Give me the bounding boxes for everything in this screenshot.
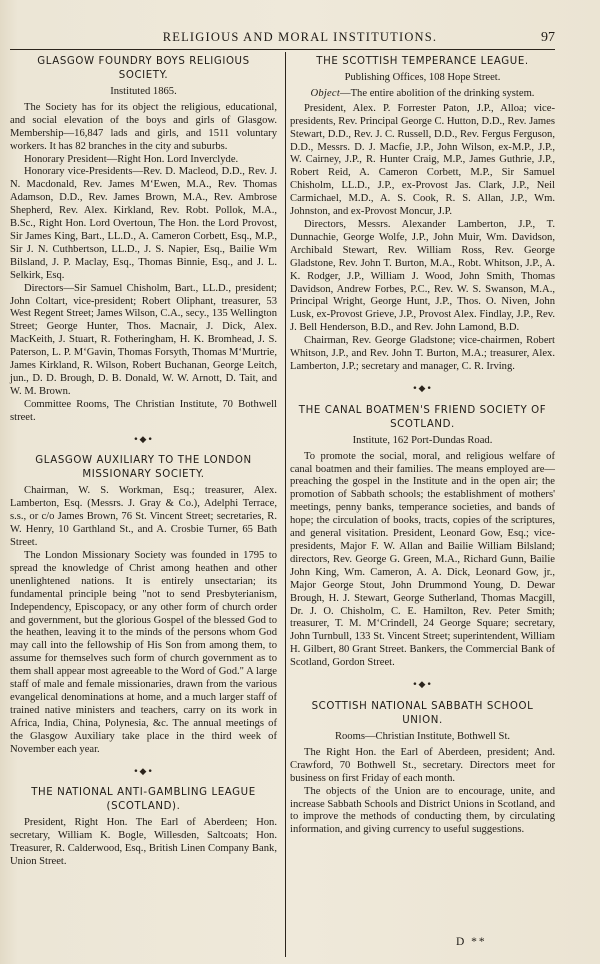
offices-line: Publishing Offices, 108 Hope Street. bbox=[344, 72, 501, 83]
paragraph: The Society has for its object the religious, educational, and social elevation of the boys and girls of Glasgow. Membership—16,847 lads and girls, and 1511 voluntary workers. It has 82 branches in the city and suburbs. bbox=[10, 101, 277, 152]
section-glasgow-foundry-boys bbox=[10, 55, 277, 425]
paragraph: Chairman, Rev. George Gladstone; vice-chairmen, Robert Whitson, J.P., and Rev. John T. Burton, M.A.; treasurer, Alex. Lamberton, J.P.; secretary and manager, C. R. Irving. bbox=[290, 335, 555, 372]
instituted-line: Instituted 1865. bbox=[110, 86, 177, 97]
paragraph: The objects of the Union are to encourage, unite, and increase Sabbath Schools and District Unions in Scotland, and to improve the methods of conducting them, by circulating information, and giving currency to useful suggestions. bbox=[290, 785, 555, 836]
section-ornament: •◆• bbox=[412, 680, 433, 691]
rooms-line: Rooms—Christian Institute, Bothwell St. bbox=[334, 730, 511, 742]
running-head: RELIGIOUS AND MORAL INSTITUTIONS. bbox=[162, 30, 438, 44]
paragraph: To promote the social, moral, and religious welfare of canal boatmen and their families. The means employed are—preaching the gospel in the Institute and in the open air; the promotion of Sabbath schools; the establishment of mothers' meetings, penny banks, temperance societies, and bands of hope; the circulation of books, tracts, copies of the scriptures, and general visitation. President, Leonard Gow, Esq.; vice-presidents, Major F. W. Allan and Bailie William Bilsland; directors, Rev. George G. Green, M.A., Richard Gunn, Bailie John King, Wm. Cameron, A. A. Dick, Leonard Gow, jr., Major George Stout, John Drummond Young, D. Dewar Brough, H. J. Stewart, George Sutherland, Thomas Macgill, Dr. J. O. Chisholm, C. E. Hamilton, Rev. Peter Smith; treasurer, T. M. M‘Crindell, 24 George Square; secretary, John Turnbull, 133 St. Vincent Street; superintendent, William H. Gilbert, 80 Grant Street. Bankers, the Commercial Bank of Scotland, Gordon Street. bbox=[290, 450, 555, 669]
section-ornament: •◆• bbox=[133, 766, 154, 777]
section-title: THE SCOTTISH TEMPERANCE LEAGUE. bbox=[316, 56, 529, 67]
section-ornament: •◆• bbox=[412, 383, 433, 394]
section-scottish-temperance-league bbox=[290, 55, 555, 374]
section-title: SCOTTISH NATIONAL SABBATH SCHOOL UNION. bbox=[311, 700, 534, 726]
section-title: THE CANAL BOATMEN'S FRIEND SOCIETY OF SCOTLAND. bbox=[298, 404, 547, 430]
section-anti-gambling-league bbox=[10, 786, 277, 869]
paragraph: The Right Hon. the Earl of Aberdeen, president; And. Crawford, 70 Bothwell St., secretary. Directors meet for business on first Friday of each month. bbox=[290, 746, 555, 784]
paragraph: Chairman, W. S. Workman, Esq.; treasurer, Alex. Lamberton, Esq. (Messrs. J. Gray & Co.), Adelphi Terrace, s.s., or c/o James Brown, 76 St. Vincent Street; secretaries, R. W. Henry, 10 Garthland St., and A. Crosbie Turner, 65 Bath Street. bbox=[10, 485, 277, 549]
section-ornament: •◆• bbox=[133, 434, 154, 445]
section-canal-boatmens-friend bbox=[290, 404, 555, 670]
section-london-missionary-auxiliary bbox=[10, 454, 277, 756]
left-column bbox=[10, 52, 277, 869]
paragraph: President, Right Hon. The Earl of Aberdeen; Hon. secretary, William K. Bogle, Willesden, Saltcoats; Hon. Treasurer, R. Calderwood, Esq., British Linen Company Bank, Union Street. bbox=[10, 817, 277, 868]
header-rule bbox=[10, 49, 555, 50]
column-divider bbox=[285, 52, 286, 957]
object-line bbox=[290, 88, 555, 101]
signature-mark: D ** bbox=[456, 936, 487, 948]
page-number: 97 bbox=[541, 30, 555, 45]
paragraph: Honorary vice-Presidents—Rev. D. Macleod, D.D., Rev. J. N. Macdonald, Rev. James M‘Ewen, M.A., Rev. Thomas Adamson, D.D., Rev. James Brown, M.A., Rev. Ambrose Shepherd, Rev. Alex. Kirkland, Rev. Robt. Pollok, M.A., B.Sc., Right Hon. Lord Overtoun, The Hon. the Lord Provost, Sir James King, Bart., LL.D., A. Cameron Corbett, Esq., M.P., Sir J. N. Cuthbertson, LL.D., J. S. Napier, Esq., Bailie Wm Bilsland, J. P. Maclay, Esq., Thomas Binnie, Esq., and J. L. Selkirk, Esq. bbox=[10, 166, 277, 281]
section-title: THE NATIONAL ANTI-GAMBLING LEAGUE (SCOTLAND). bbox=[31, 787, 256, 813]
object-text: —The entire abolition of the drinking system. bbox=[339, 87, 535, 99]
section-title: GLASGOW FOUNDRY BOYS RELIGIOUS SOCIETY. bbox=[37, 56, 250, 81]
paragraph: Directors—Sir Samuel Chisholm, Bart., LL.D., president; John Coltart, vice-president; Robert Oliphant, treasurer, 53 West Regent Street; James Wilson, C.A., secy., 135 Wellington Street; George Hunter, Thos. Macnair, J. Dick, Alex. MacKeith, J. Stuart, R. Fotheringham, H. K. Bromhead, J. S. Paterson, L. P. M‘Gavin, Thomas Forsyth, Thomas M‘Murtrie, James Kirkland, R. Wilson, Robert Buchanan, George Leitch, jun., D. D. Brough, D. B. Donald, W. W. Arnott, D. Tait, and W. M. Brown. bbox=[10, 282, 277, 397]
paragraph: Directors, Messrs. Alexander Lamberton, J.P., T. Dunnachie, George Wolfe, J.P., John Muir, Wm. Davidson, Archibald Stewart, Rev. William Ross, Rev. George Gladstone, Rev. John T. Burton, M.A., Robt. Whitson, J.P., A. K. Rodger, J.P., William J. Wood, John Smith, Thomas Davidson, Andrew Forbes, P.C., Rev. W. S. Swanson, M.A., Principal Wright, George Hunt, J.P., Thos. O. Niven, John Lusk, ex-Provost Grieve, J.P., Provost Alex. Findlay, J.P., Rev. J. Bell Henderson, B.D., and Rev. John Lamond, B.D. bbox=[290, 218, 555, 334]
object-label: Object bbox=[310, 87, 340, 99]
right-column bbox=[290, 52, 555, 837]
paragraph: President, Alex. P. Forrester Paton, J.P., Alloa; vice-presidents, Rev. Principal George C. Hutton, D.D., Rev. James Stewart, D.D., Rev. J. C. Russell, D.D., Rev. Fergus Ferguson, D.D., Messrs. D. J. Macfie, J.P., John Wilson, ex-M.P., J.P., W. Cairney, J.P., R. Hunter Craig, M.P., James Guthrie, J.P., Robert Reid, A. Cameron Corbett, M.P., Sir Samuel Chisholm, LL.D., J.P., ex-Provost Jas. Clark, J.P., Neil Carmichael, M.D., A. S. Cook, R. S. Allan, J.P., Wm. Johnston, and ex-Provost Moncur, J.P. bbox=[290, 102, 555, 218]
paragraph: Committee Rooms, The Christian Institute, 70 Bothwell street. bbox=[10, 398, 277, 423]
section-title: GLASGOW AUXILIARY TO THE LONDON MISSIONARY SOCIETY. bbox=[35, 455, 252, 481]
paragraph: Honorary President—Right Hon. Lord Inverclyde. bbox=[24, 153, 239, 165]
paragraph: The London Missionary Society was founded in 1795 to spread the knowledge of Christ among heathen and other unenlightened nations. It is entirely unsectarian; its fundamental principle being "not to send Presbyterianism, Independency, Episcopacy, or any other form of church order and government, but the glorious Gospel of the blessed God to the heathen, leaving it to the minds of the persons whom God may call into the fellowship of His Son from among them, to assume for themselves such form of church government as to them shall appear most agreeable to the Word of God." A large staff of male and female missionaries, drawn from the various evangelical denominations at home, and a much larger staff of trained native ministers and teachers, carry on its work in Africa, India, China, Polynesia, &c. The annual meetings of the Glasgow Auxiliary take place in the third week of November each year. bbox=[10, 550, 277, 755]
section-sabbath-school-union bbox=[290, 700, 555, 837]
institute-line: Institute, 162 Port-Dundas Road. bbox=[352, 434, 493, 446]
